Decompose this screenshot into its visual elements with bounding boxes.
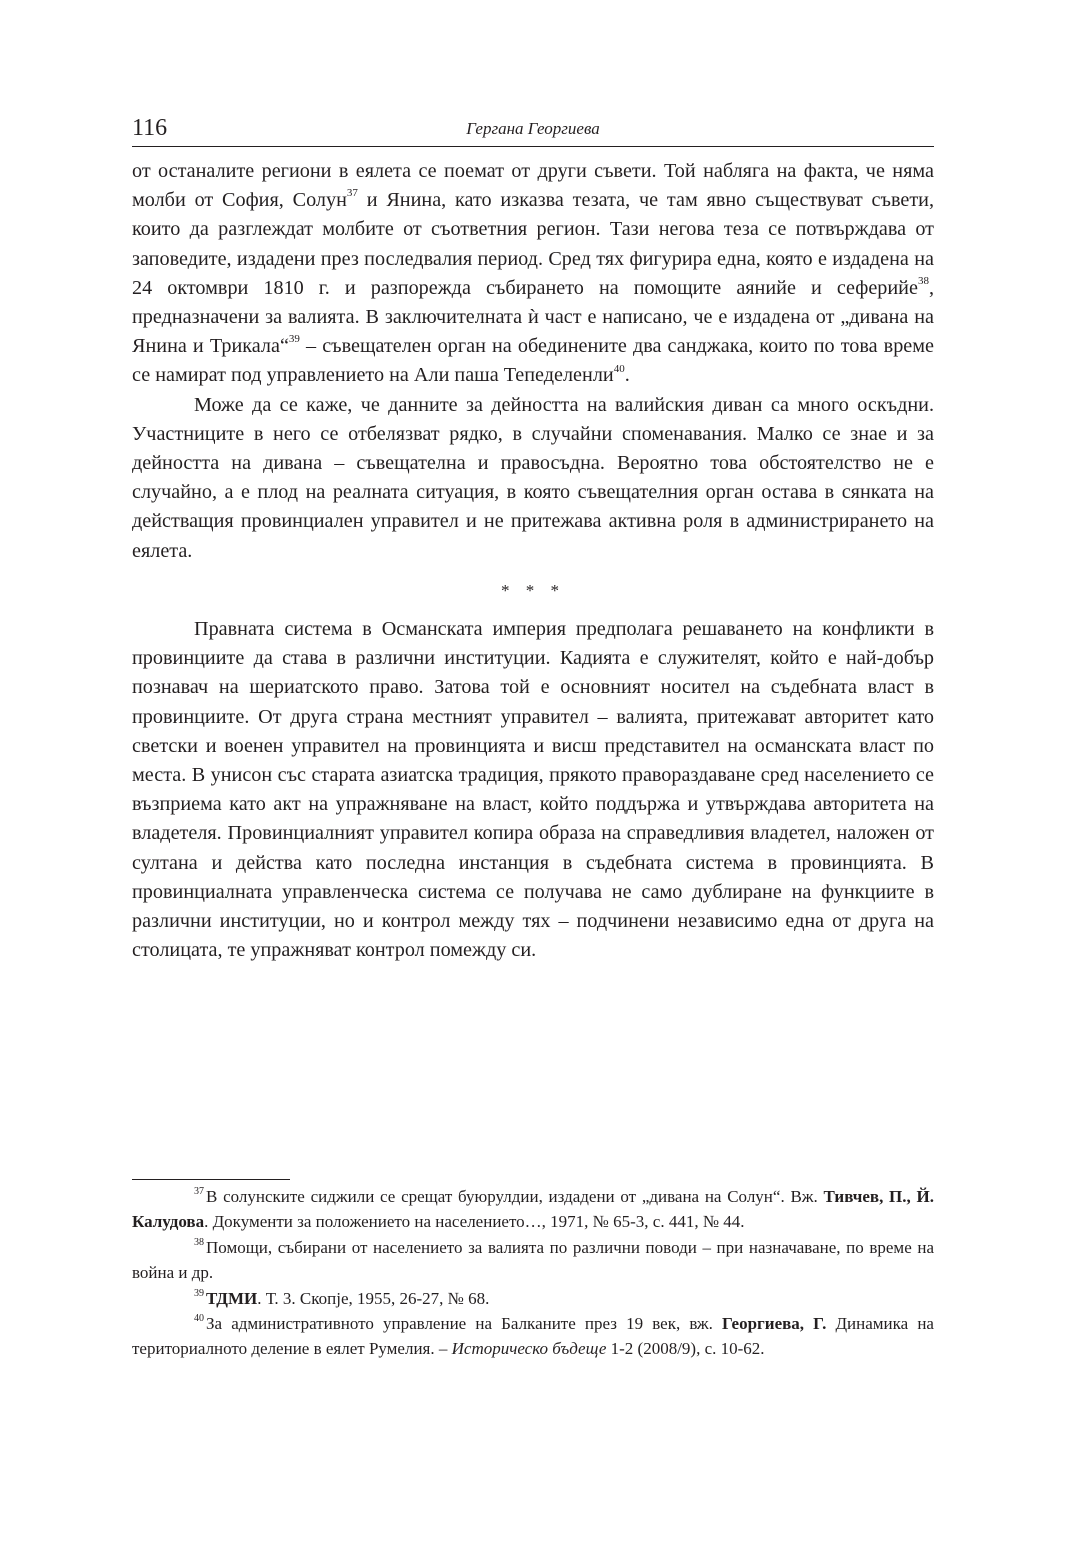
body-text [132,157,934,965]
page-number: 116 [132,115,168,141]
footnote-40-number: 40 [194,1313,204,1325]
paragraph-1 [132,157,934,391]
footnote-37 [132,1184,934,1235]
footnote-ref-38: 38 [917,275,929,288]
footnote-39-source: ТДМИ [206,1288,258,1308]
running-header [132,112,934,147]
paragraph-2: Може да се каже, че данните за дейността на валийския диван са много оскъдни. Участниците в него се отбелязват рядко, в случайни споменавания. Малко се знае и за дейността на дивана – съвещателна и правосъдна. Вероятно това обстоятелство не е случайно, а е плод на реалната ситуация, в която съвещателния орган остава в сянката на действащия провинциален управител и не притежава активна роля в администрирането на еялета. [132,393,934,562]
footnote-ref-37: 37 [346,187,358,200]
footnote-39-number: 39 [194,1287,204,1299]
paragraph-3: Правната система в Османската империя предполага решаването на конфликти в провинциите да става в различни институции. Кадията е служителят, който е най-добър познавач на шериатското право. Затова той е основният носител на съдебната власт в провинциите. От друга страна местният управител – валията, притежават авторитет като светски и военен управител на провинцията и висш представител на османската власт по места. В унисон със старата азиатска традиция, прякото правораздаване сред населението се възприема като акт на упражняване на власт, който поддържа и утвърждава авторитета на владетеля. Провинциалният управител копира образа на справедливия владетел, наложен от султана и действа като последна инстанция в съдебната система в провинцията. В провинциалната управленческа система се получава не само дублиране на функциите в различни институции, но и контрол между тях – подчинени независимо една от друга на столицата, те упражняват контрол помежду си. [132,618,934,962]
section-separator [132,576,934,605]
footnote-ref-40: 40 [613,362,625,375]
paragraph-1-text-a: от останалите региони в еялета се поемат от други съвети. Той набляга на факта, че няма молби от София, Солун [132,160,934,212]
footnote-40-journal: Историческо бъдеще [451,1339,607,1359]
paragraph-1-text-b: и Янина, като изказва тезата, че там явно съществуват съвети, които да разглеждат молбите от съответния регион. Тази негова теза се потвърждава от заповедите, издадени през последвалия период. Сред тях фигурира една, която е издадена на 24 октомври 1810 г. и разпорежда събирането на помощите аянийе и сеферийе [132,189,934,299]
footnote-40-text-b: Динамика на териториалното деление в еялет Румелия. – [132,1314,934,1359]
footnote-37-text-b: . Документи за положението на населението…, 1971, № 65-3, с. 441, № 44. [204,1212,745,1232]
footnote-37-authors: Тивчев, П., Й. Калудова [132,1187,934,1232]
footnote-divider [132,1179,290,1180]
paragraph-1-text-d: – съвещателен орган на обединените два санджака, които по това време се намират под управлението на Али паша Тепеделенли [132,335,935,387]
asterisk-separator: * * * [501,580,565,600]
footnote-38-text: Помощи, събирани от населението за валията по различни поводи – при назначаване, по време на война и др. [132,1237,934,1283]
footnote-40-author: Георгиева, Г. [722,1314,827,1334]
running-title: Гергана Георгиева [466,119,600,138]
footnote-39 [132,1286,934,1311]
footnote-38 [132,1235,934,1286]
footnotes [132,1184,934,1362]
footnote-38-number: 38 [194,1237,204,1249]
book-page [132,112,935,1359]
paragraph-1-text-c: , предназначени за валията. В заключителната ѝ част е написано, че е издадена от „дивана на Янина и Трикала“ [132,276,934,358]
footnote-40 [132,1311,934,1362]
footnote-37-number: 37 [194,1186,204,1198]
footnote-39-text: . Т. 3. Скопје, 1955, 26-27, № 68. [257,1288,490,1308]
footnote-37-text-a: В солунските сиджили се срещат буюрулдии, издадени от „дивана на Солун“. Вж. [206,1187,824,1206]
footnote-ref-39: 39 [288,333,300,346]
footnote-40-text-a: За административното управление на Балканите през 19 век, вж. [206,1314,723,1334]
footnote-40-text-c: 1-2 (2008/9), с. 10-62. [606,1339,765,1359]
paragraph-1-text-e: . [624,364,630,387]
